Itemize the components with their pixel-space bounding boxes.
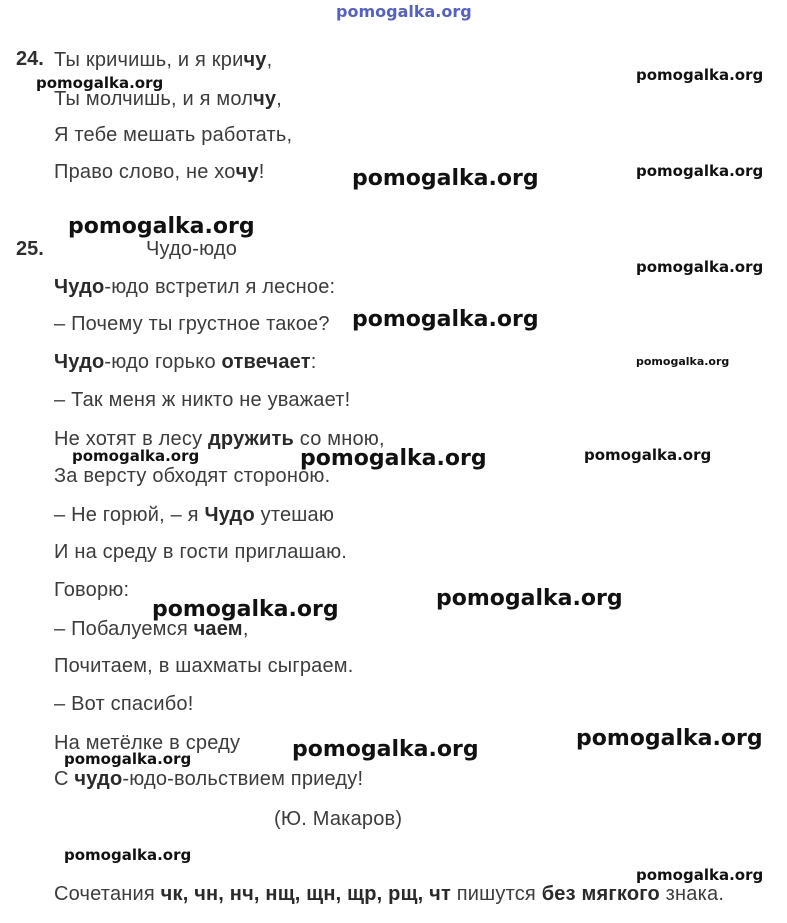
poem-line-14-b: чудо	[74, 768, 123, 790]
poem-line-2: – Почему ты грустное такое?	[54, 313, 330, 335]
watermark: pomogalka.org	[636, 66, 764, 84]
poem-line-6: За версту обходят стороною.	[54, 465, 331, 487]
poem-line-14-a: С	[54, 768, 75, 790]
ex24-line-2-b: чу	[253, 88, 277, 110]
rule-middle: пишутся	[450, 883, 542, 905]
exercise-25-number: 25.	[16, 238, 44, 260]
watermark: pomogalka.org	[68, 214, 255, 239]
rule-text	[54, 883, 724, 906]
poem-line-7-b: Чудо	[204, 504, 255, 526]
watermark: pomogalka.org	[152, 597, 339, 622]
ex24-line-4	[54, 161, 265, 184]
ex24-line-2-c: ,	[276, 88, 283, 110]
watermark: pomogalka.org	[576, 726, 763, 751]
site-header-link[interactable]: pomogalka.org	[336, 2, 472, 21]
poem-line-10-a: – Побалуемся	[54, 618, 194, 640]
poem-line-1	[54, 276, 335, 299]
rule-emph: без мягкого	[541, 883, 660, 905]
poem-line-3-c: -юдо горько	[104, 351, 222, 373]
watermark: pomogalka.org	[636, 258, 764, 276]
watermark: pomogalka.org	[64, 750, 192, 768]
ex24-line-4-a: Право слово, не хо	[54, 161, 236, 183]
poem-line-12: – Вот спасибо!	[54, 693, 194, 715]
poem-line-5-b: дружить	[208, 428, 295, 450]
poem-line-10-b: чаем	[193, 618, 243, 640]
poem-line-3	[54, 351, 316, 374]
watermark: pomogalka.org	[300, 446, 487, 471]
poem-line-5-a: Не хотят в лесу	[54, 428, 209, 450]
watermark: pomogalka.org	[636, 162, 764, 180]
poem-line-10-c: ,	[242, 618, 249, 640]
watermark: pomogalka.org	[636, 355, 730, 368]
poem-line-5-c: со мною,	[294, 428, 385, 450]
rule-prefix: Сочетания	[54, 883, 161, 905]
poem-line-8: И на среду в гости приглашаю.	[54, 541, 348, 563]
poem-author: (Ю. Макаров)	[274, 808, 403, 830]
watermark: pomogalka.org	[72, 447, 200, 465]
rule-combos: чк, чн, нч, нщ, щн, щр, рщ, чт	[160, 883, 451, 905]
poem-line-3-e: :	[310, 351, 317, 373]
ex24-line-4-c: !	[258, 161, 265, 183]
watermark: pomogalka.org	[636, 866, 764, 884]
watermark: pomogalka.org	[292, 737, 479, 762]
ex24-line-4-b: чу	[235, 161, 259, 183]
ex24-line-1	[54, 49, 272, 72]
poem-line-11: Почитаем, в шахматы сыграем.	[54, 655, 354, 677]
ex24-line-1-c: ,	[266, 49, 273, 71]
poem-line-14	[54, 768, 363, 791]
exercise-24-number: 24.	[16, 48, 44, 70]
watermark: pomogalka.org	[352, 166, 539, 191]
watermark: pomogalka.org	[436, 586, 623, 611]
poem-line-9: Говорю:	[54, 579, 130, 601]
poem-line-1-c: -юдо встретил я лесное:	[104, 276, 336, 298]
poem-line-3-b: Чудо	[54, 351, 105, 373]
watermark: pomogalka.org	[352, 307, 539, 332]
poem-line-7-c: утешаю	[254, 504, 335, 526]
poem-title: Чудо-юдо	[146, 238, 238, 260]
ex24-line-3: Я тебе мешать работать,	[54, 124, 293, 146]
poem-line-4: – Так меня ж никто не уважает!	[54, 389, 351, 411]
poem-line-7	[54, 504, 334, 527]
ex24-line-1-a: Ты кричишь, и я кри	[54, 49, 244, 71]
poem-line-7-a: – Не горюй, – я	[54, 504, 205, 526]
watermark: pomogalka.org	[64, 846, 192, 864]
poem-line-14-c: -юдо-вольствием приеду!	[122, 768, 364, 790]
ex24-line-2-a: Ты молчишь, и я мол	[54, 88, 254, 110]
poem-line-13: На метёлке в среду	[54, 732, 241, 754]
ex24-line-1-b: чу	[243, 49, 267, 71]
watermark: pomogalka.org	[584, 446, 712, 464]
poem-line-3-d: отвечает	[221, 351, 311, 373]
poem-line-1-b: Чудо	[54, 276, 105, 298]
watermark: pomogalka.org	[36, 74, 164, 92]
rule-suffix: знака.	[659, 883, 725, 905]
